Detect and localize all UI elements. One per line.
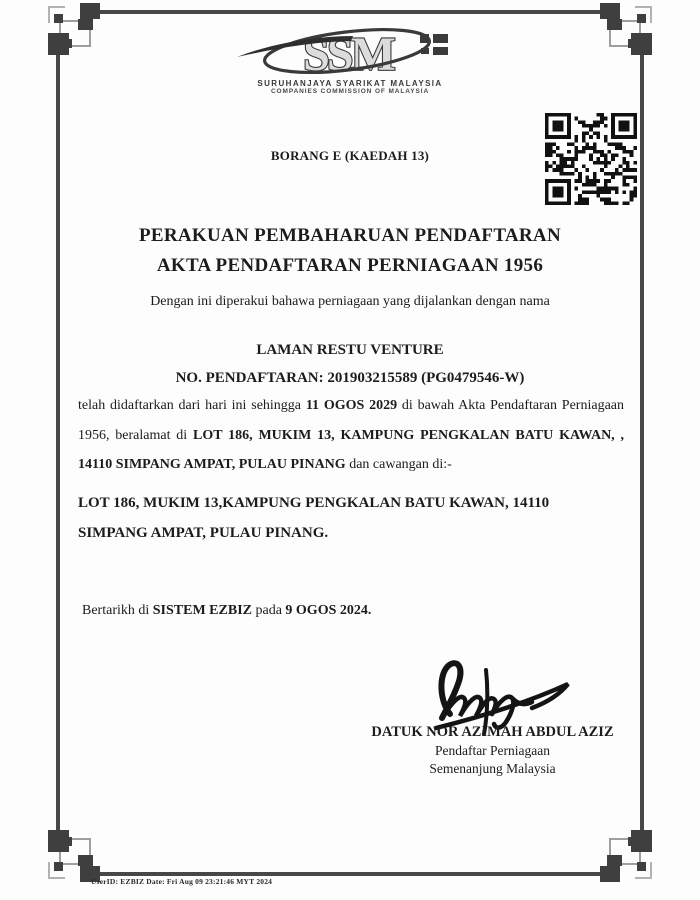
registration-number: NO. PENDAFTARAN: 201903215589 (PG0479546-W) [175,370,525,386]
main-address: LOT 186, MUKIM 13, KAMPUNG PENGKALAN BATU KAWAN, , 14110 SIMPANG AMPAT, PULAU PINANG [78,427,624,472]
border-line-top [96,10,604,14]
branch-address-line2: SIMPANG AMPAT, PULAU PINANG. [78,525,329,541]
border-line-bottom [96,872,604,876]
registration-paragraph [78,391,624,480]
title-line-1: PERAKUAN PEMBAHARUAN PENDAFTARAN [139,225,561,246]
org-name-malay: SURUHANJAYA SYARIKAT MALAYSIA [257,79,443,88]
business-identity [0,336,700,392]
paragraph-part2: di bawah Akta Pendaftaran Perniagaan 1956, beralamat di [78,398,624,443]
border-line-right [640,50,644,850]
signatory-region: Semenanjung Malaysia [429,760,556,776]
intro-statement: Dengan ini diperakui bahawa perniagaan yang dijalankan dengan nama [150,294,550,309]
paragraph-part3: dan cawangan di:- [345,457,452,472]
form-label: BORANG E (KAEDAH 13) [270,148,430,163]
branch-address-line1: LOT 186, MUKIM 13,KAMPUNG PENGKALAN BATU KAWAN, 14110 [78,495,550,511]
signatory-title: Pendaftar Perniagaan [434,743,551,758]
dated-system: SISTEM EZBIZ [152,603,252,618]
org-name-english: COMPANIES COMMISSION OF MALAYSIA [270,88,430,95]
business-name: LAMAN RESTU VENTURE [256,342,444,358]
certificate-title [0,221,700,281]
paragraph-part1: telah didaftarkan dari hari ini sehingga [78,398,306,413]
dated-date: 9 OGOS 2024. [285,603,372,618]
expiry-date: 11 OGOS 2029 [305,398,398,413]
signatory-name: DATUK NOR AZIMAH ABDUL AZIZ [371,724,614,740]
corner-ornament-bottom-right [590,820,660,885]
ssm-acronym-text: SSM [303,28,393,78]
title-line-2: AKTA PENDAFTARAN PERNIAGAAN 1956 [156,255,544,276]
border-line-left [56,50,60,850]
logo-dots [420,34,448,55]
dated-statement [82,603,371,619]
dated-part2: pada [251,603,286,618]
dated-part1: Bertarikh di [82,603,153,618]
corner-ornament-bottom-left [40,820,110,885]
ssm-logo-mark [235,24,465,78]
signatory-block [350,724,635,776]
branch-address [78,488,638,548]
footer-userid-date: UserID: EZBIZ Date: Fri Aug 09 23:21:46 MYT 2024 [91,877,273,886]
ssm-logo [0,24,700,95]
